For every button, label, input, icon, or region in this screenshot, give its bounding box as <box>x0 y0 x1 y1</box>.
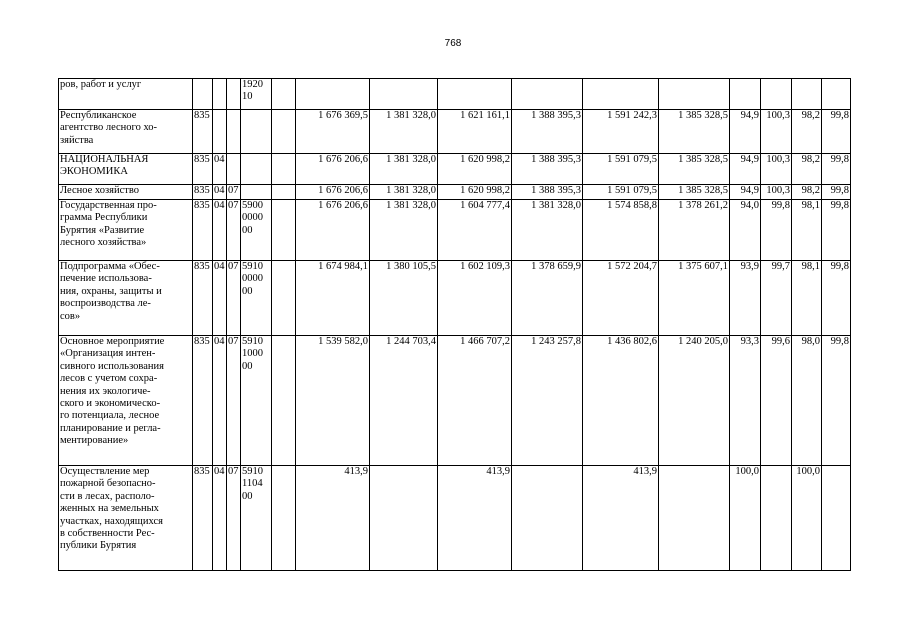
cell-percent-2: 99,8 <box>761 200 792 261</box>
cell-razdel: 04 <box>213 185 227 200</box>
cell-percent-3: 100,0 <box>792 466 822 571</box>
cell-vr <box>272 154 296 185</box>
cell-amount-1: 1 676 206,6 <box>296 200 370 261</box>
name-line: печение использова- <box>60 273 152 285</box>
cell-amount-2: 1 381 328,0 <box>370 185 438 200</box>
cell-amount-5: 1 591 079,5 <box>583 185 659 200</box>
cell-amount-3: 1 620 998,2 <box>438 185 512 200</box>
name-line: женных на земельных <box>60 503 159 515</box>
cell-percent-3: 98,1 <box>792 261 822 336</box>
cell-csr <box>241 154 272 185</box>
cell-percent-2: 99,6 <box>761 336 792 466</box>
cell-vr <box>272 79 296 110</box>
csr-line: 5910 <box>242 261 263 272</box>
cell-csr <box>241 466 272 571</box>
cell-name <box>59 466 193 571</box>
cell-percent-2: 100,3 <box>761 110 792 154</box>
cell-amount-1: 1 676 206,6 <box>296 154 370 185</box>
table-row <box>59 261 851 336</box>
cell-ved: 835 <box>193 110 213 154</box>
name-line: «Организация интен- <box>60 348 156 360</box>
name-line: сов» <box>60 310 81 322</box>
name-line: Основное мероприятие <box>60 336 165 347</box>
cell-name <box>59 336 193 466</box>
cell-percent-3 <box>792 79 822 110</box>
name-line: агентство лесного хо- <box>60 122 158 134</box>
cell-percent-2: 100,3 <box>761 185 792 200</box>
cell-percent-2 <box>761 79 792 110</box>
name-line: нения их экологиче- <box>60 385 151 397</box>
cell-name <box>59 261 193 336</box>
name-line: воспроизводства ле- <box>60 298 151 310</box>
csr-line: 0000 <box>242 212 263 224</box>
csr-line: 1000 <box>242 348 263 360</box>
cell-amount-5: 1 574 858,8 <box>583 200 659 261</box>
cell-amount-2 <box>370 466 438 571</box>
cell-podrazdel: 07 <box>227 466 241 571</box>
cell-amount-4: 1 388 395,3 <box>512 154 583 185</box>
cell-razdel: 04 <box>213 261 227 336</box>
cell-podrazdel: 07 <box>227 336 241 466</box>
cell-percent-1: 94,0 <box>730 200 761 261</box>
cell-amount-1: 1 676 369,5 <box>296 110 370 154</box>
cell-amount-5: 1 591 242,3 <box>583 110 659 154</box>
cell-percent-1 <box>730 79 761 110</box>
table-row <box>59 185 851 200</box>
table-body <box>59 79 851 571</box>
cell-percent-3: 98,2 <box>792 154 822 185</box>
cell-vr <box>272 200 296 261</box>
cell-percent-2: 100,3 <box>761 154 792 185</box>
cell-percent-1: 94,9 <box>730 185 761 200</box>
cell-ved: 835 <box>193 154 213 185</box>
cell-amount-6: 1 240 205,0 <box>659 336 730 466</box>
cell-percent-1: 100,0 <box>730 466 761 571</box>
cell-vr <box>272 336 296 466</box>
cell-amount-2: 1 381 328,0 <box>370 110 438 154</box>
name-line: Государственная про- <box>60 200 157 211</box>
cell-amount-4: 1 381 328,0 <box>512 200 583 261</box>
cell-csr <box>241 110 272 154</box>
cell-percent-4: 99,8 <box>822 154 851 185</box>
cell-razdel: 04 <box>213 336 227 466</box>
cell-percent-4: 99,8 <box>822 261 851 336</box>
cell-percent-1: 93,9 <box>730 261 761 336</box>
csr-line: 00 <box>242 285 253 297</box>
cell-percent-3: 98,2 <box>792 185 822 200</box>
name-line: в собственности Рес- <box>60 528 155 540</box>
name-line: го потенциала, лесное <box>60 410 160 422</box>
cell-ved <box>193 79 213 110</box>
cell-amount-3: 1 621 161,1 <box>438 110 512 154</box>
cell-percent-4: 99,8 <box>822 336 851 466</box>
cell-razdel: 04 <box>213 200 227 261</box>
cell-csr <box>241 261 272 336</box>
csr-line: 1104 <box>242 478 263 490</box>
cell-amount-4: 1 388 395,3 <box>512 110 583 154</box>
cell-percent-1: 94,9 <box>730 110 761 154</box>
cell-percent-3: 98,0 <box>792 336 822 466</box>
cell-amount-6 <box>659 466 730 571</box>
name-line: ского и экономическо- <box>60 398 161 410</box>
cell-amount-6: 1 375 607,1 <box>659 261 730 336</box>
csr-line: 00 <box>242 490 253 502</box>
table-row <box>59 154 851 185</box>
table-row <box>59 79 851 110</box>
name-line: сти в лесах, располо- <box>60 490 155 502</box>
csr-line: 00 <box>242 360 253 372</box>
csr-line: 0000 <box>242 273 263 285</box>
cell-name <box>59 154 193 185</box>
cell-percent-2: 99,7 <box>761 261 792 336</box>
csr-line: 00 <box>242 224 253 236</box>
table-row <box>59 466 851 571</box>
name-line: ров, работ и услуг <box>60 79 142 90</box>
cell-name <box>59 110 193 154</box>
cell-podrazdel: 07 <box>227 185 241 200</box>
cell-podrazdel <box>227 79 241 110</box>
cell-name <box>59 79 193 110</box>
name-line: ния, охраны, защиты и <box>60 285 162 297</box>
cell-amount-6: 1 385 328,5 <box>659 185 730 200</box>
cell-name <box>59 185 193 200</box>
cell-percent-4 <box>822 466 851 571</box>
cell-amount-3: 1 466 707,2 <box>438 336 512 466</box>
cell-amount-3: 1 620 998,2 <box>438 154 512 185</box>
cell-amount-3: 1 604 777,4 <box>438 200 512 261</box>
cell-amount-6: 1 385 328,5 <box>659 110 730 154</box>
cell-amount-5: 1 591 079,5 <box>583 154 659 185</box>
name-line: Подпрограмма «Обес- <box>60 261 160 272</box>
cell-vr <box>272 110 296 154</box>
cell-amount-2: 1 381 328,0 <box>370 154 438 185</box>
name-line: Осуществление мер <box>60 466 150 477</box>
name-line: лесного хозяйства» <box>60 237 147 249</box>
csr-line: 5910 <box>242 466 263 477</box>
cell-amount-4: 1 388 395,3 <box>512 185 583 200</box>
cell-amount-1: 413,9 <box>296 466 370 571</box>
cell-amount-5: 1 572 204,7 <box>583 261 659 336</box>
cell-amount-2: 1 381 328,0 <box>370 200 438 261</box>
cell-percent-4: 99,8 <box>822 110 851 154</box>
name-line: лесов с учетом сохра- <box>60 373 158 385</box>
name-line: сивного использования <box>60 360 164 372</box>
cell-amount-6: 1 385 328,5 <box>659 154 730 185</box>
cell-amount-2: 1 380 105,5 <box>370 261 438 336</box>
name-line: публики Бурятия <box>60 540 137 552</box>
name-line: пожарной безопасно- <box>60 478 156 490</box>
cell-amount-3 <box>438 79 512 110</box>
cell-percent-1: 93,3 <box>730 336 761 466</box>
table-row <box>59 200 851 261</box>
cell-percent-4 <box>822 79 851 110</box>
cell-amount-2: 1 244 703,4 <box>370 336 438 466</box>
table-row <box>59 110 851 154</box>
cell-amount-3: 413,9 <box>438 466 512 571</box>
page-number: 768 <box>444 38 462 49</box>
cell-csr <box>241 200 272 261</box>
cell-amount-6: 1 378 261,2 <box>659 200 730 261</box>
cell-name <box>59 200 193 261</box>
cell-ved: 835 <box>193 261 213 336</box>
cell-podrazdel: 07 <box>227 200 241 261</box>
cell-amount-4: 1 243 257,8 <box>512 336 583 466</box>
cell-vr <box>272 185 296 200</box>
name-line: НАЦИОНАЛЬНАЯ <box>60 154 149 165</box>
cell-amount-5 <box>583 79 659 110</box>
name-line: ментирование» <box>60 435 129 447</box>
cell-amount-1: 1 674 984,1 <box>296 261 370 336</box>
csr-line: 1920 <box>242 79 263 90</box>
name-line: Лесное хозяйство <box>60 185 139 196</box>
table-row <box>59 336 851 466</box>
cell-ved: 835 <box>193 336 213 466</box>
name-line: грамма Республики <box>60 212 148 224</box>
cell-razdel <box>213 79 227 110</box>
cell-percent-3: 98,1 <box>792 200 822 261</box>
name-line: Бурятия «Развитие <box>60 224 145 236</box>
cell-csr <box>241 336 272 466</box>
cell-amount-3: 1 602 109,3 <box>438 261 512 336</box>
cell-amount-5: 413,9 <box>583 466 659 571</box>
cell-amount-4: 1 378 659,9 <box>512 261 583 336</box>
cell-percent-4: 99,8 <box>822 200 851 261</box>
budget-table <box>58 78 851 571</box>
cell-amount-4 <box>512 79 583 110</box>
cell-percent-1: 94,9 <box>730 154 761 185</box>
csr-line: 5900 <box>242 200 263 211</box>
cell-amount-1: 1 676 206,6 <box>296 185 370 200</box>
cell-amount-1: 1 539 582,0 <box>296 336 370 466</box>
name-line: зяйства <box>60 134 94 146</box>
name-line: Республиканское <box>60 110 137 121</box>
cell-amount-4 <box>512 466 583 571</box>
cell-amount-1 <box>296 79 370 110</box>
cell-percent-2 <box>761 466 792 571</box>
cell-csr <box>241 79 272 110</box>
cell-csr <box>241 185 272 200</box>
cell-ved: 835 <box>193 185 213 200</box>
cell-razdel: 04 <box>213 466 227 571</box>
cell-percent-4: 99,8 <box>822 185 851 200</box>
name-line: планирование и регла- <box>60 422 161 434</box>
cell-amount-2 <box>370 79 438 110</box>
cell-percent-3: 98,2 <box>792 110 822 154</box>
csr-line: 5910 <box>242 336 263 347</box>
cell-razdel: 04 <box>213 154 227 185</box>
cell-amount-6 <box>659 79 730 110</box>
cell-vr <box>272 261 296 336</box>
cell-ved: 835 <box>193 466 213 571</box>
cell-ved: 835 <box>193 200 213 261</box>
cell-podrazdel <box>227 110 241 154</box>
cell-razdel <box>213 110 227 154</box>
cell-podrazdel: 07 <box>227 261 241 336</box>
name-line: ЭКОНОМИКА <box>60 166 128 178</box>
cell-podrazdel <box>227 154 241 185</box>
cell-amount-5: 1 436 802,6 <box>583 336 659 466</box>
cell-vr <box>272 466 296 571</box>
name-line: участках, находящихся <box>60 515 163 527</box>
csr-line: 10 <box>242 91 253 103</box>
